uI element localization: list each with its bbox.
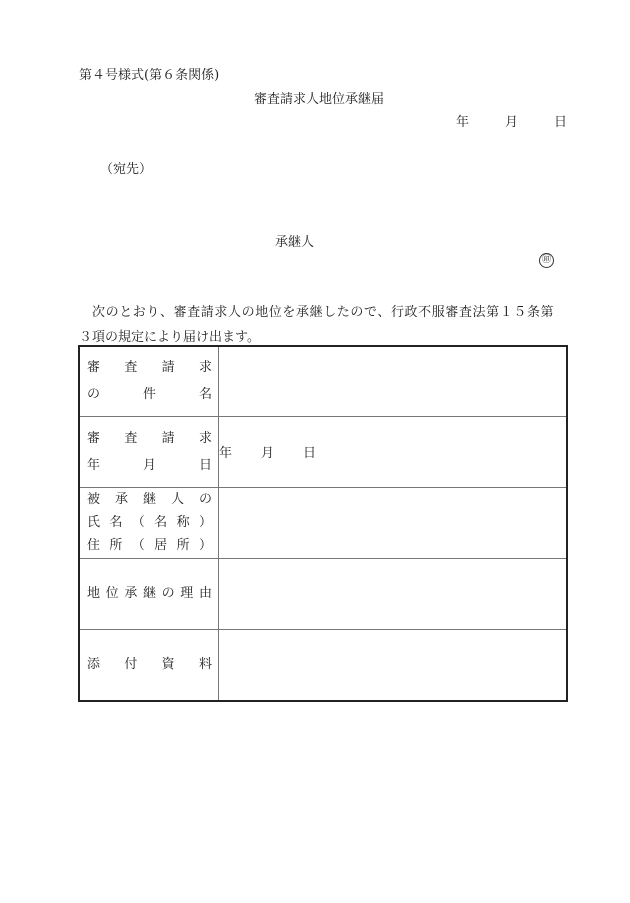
statement-paragraph bbox=[79, 300, 573, 350]
request-date-year: 年 bbox=[219, 446, 233, 461]
statement-line-1: 次のとおり、審査請求人の地位を承継したので、行政不服審査法第１５条第 bbox=[92, 305, 555, 320]
request-date-field[interactable] bbox=[219, 416, 568, 487]
attachments-field[interactable] bbox=[219, 629, 568, 701]
predecessor-field[interactable] bbox=[219, 487, 568, 558]
label-succession-reason: 地 位 承 継 の 理 由 bbox=[79, 558, 219, 629]
table-row bbox=[79, 346, 567, 416]
request-date-month: 月 bbox=[261, 446, 275, 461]
label-predecessor: 被 承 継 人 の 氏 名 （ 名 称 ） 住 所 （ 居 所 ） bbox=[79, 487, 219, 558]
successor-label: 承継人 bbox=[275, 235, 315, 250]
case-name-field[interactable] bbox=[219, 346, 568, 416]
label-attachments: 添 付 資 料 bbox=[79, 629, 219, 701]
form-number: 第４号様式(第６条関係) bbox=[79, 68, 220, 83]
request-date-day: 日 bbox=[303, 446, 317, 461]
date-month: 月 bbox=[505, 115, 519, 130]
statement-line-2: ３項の規定により届け出ます。 bbox=[79, 330, 260, 345]
label-request-date: 審 査 請 求 年 月 日 bbox=[79, 416, 219, 487]
table-row bbox=[79, 629, 567, 701]
submission-date bbox=[456, 111, 567, 130]
table-row bbox=[79, 416, 567, 487]
table-row bbox=[79, 558, 567, 629]
form-table bbox=[78, 345, 568, 702]
document-title: 審査請求人地位承継届 bbox=[254, 92, 385, 107]
addressee: （宛先） bbox=[100, 162, 153, 177]
table-row bbox=[79, 487, 567, 558]
label-case-name: 審 査 請 求 の 件 名 bbox=[79, 346, 219, 416]
date-day: 日 bbox=[554, 115, 568, 130]
date-year: 年 bbox=[456, 115, 470, 130]
succession-reason-field[interactable] bbox=[219, 558, 568, 629]
seal-mark-icon: ㊞ bbox=[539, 253, 554, 268]
